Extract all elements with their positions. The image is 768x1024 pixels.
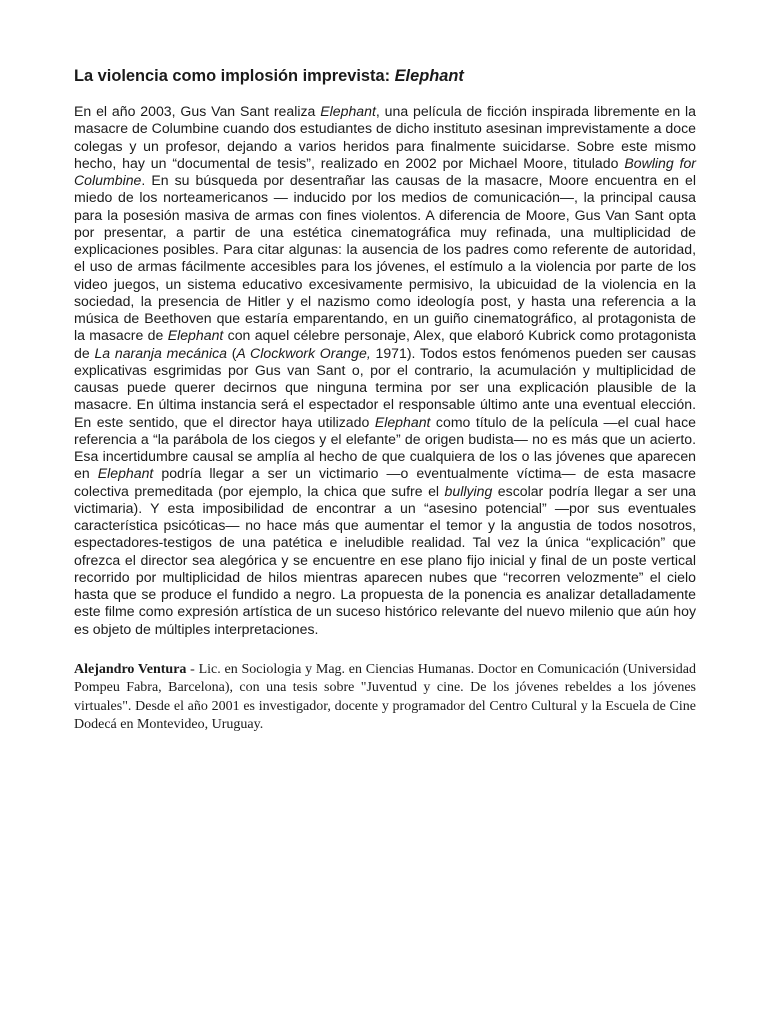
title-prefix: La violencia como implosión imprevista: xyxy=(74,67,395,85)
text-run: escolar podría llegar a ser una victimaria). Y esta imposibilidad de encontrar a un “asesino potencial” —por sus eventuales característica psicóticas— no hace más que aumentar el temor y la angustia de todos nosotros, espectadores-testigos de una patética e ineludible realidad. Tal vez la única “explicación” que ofrezca el director sea alegórica y se encuentre en ese plano fijo inicial y final de un poste vertical recorrido por multiplicidad de hilos mientras aparecen nubes que “recorren velozmente” el cielo hasta que se produce el fundido a negro. La propuesta de la ponencia es analizar detalladamente este filme como expresión artística de un suceso histórico relevante del nuevo milenio que aún hoy es objeto de múltiples interpretaciones. xyxy=(74,482,697,637)
text-run: . En su búsqueda por desentrañar las causas de la masacre, Moore encuentra en el miedo de los norteamericanos — inducido por los medios de comunicación—, la principal causa para la posesión masiva de armas con fines violentos. A diferencia de Moore, Gus Van Sant opta por presentar, a partir de una estética cinematográfica muy refinada, una multiplicidad de explicaciones posibles. Para citar algunas: la ausencia de los padres como referente de autoridad, el uso de armas fácilmente accesibles para los jóvenes, el estímulo a la violencia por parte de los video juegos, un sistema educativo excesivamente permisivo, la ubicuidad de la violencia en la sociedad, la presencia de Hitler y el nazismo como ideología post, y hasta una referencia a la música de Beethoven que estaría emparentando, en un guiño cinematográfico, al protagonista de la masacre de xyxy=(74,172,696,344)
author-bio xyxy=(74,661,696,735)
author-bio-text: - Lic. en Sociologia y Mag. en Ciencias Humanas. Doctor en Comunicación (Universidad Pompeu Fabra, Barcelona), con una tesis sobre "Juventud y cine. De los jóvenes rebeldes a los jóvenes virtuales". Desde el año 2001 es investigador, docente y programador del Centro Cultural y la Escuela de Cine Dodecá en Montevideo, Uruguay. xyxy=(74,661,696,733)
text-run: 1971). Todos estos fenómenos pueden ser causas explicativas esgrimidas por Gus van Sant o, por el contrario, la acumulación y multiplicidad de causas puede querer decirnos que ninguna termina por ser una explicación plausible de la masacre. En última instancia será el espectador el responsable último ante una eventual elección. En este sentido, que el director haya utilizado xyxy=(74,344,697,430)
text-run: En el año 2003, Gus Van Sant realiza xyxy=(74,103,321,119)
text-run: como título de la película —el cual hace referencia a “la parábola de los ciegos y el elefante” de origen budista— no es más que un acierto. Esa incertidumbre causal se amplía al hecho de que cualquiera de los o las jóvenes que aparecen en xyxy=(74,413,696,482)
italic-title-run: Elephant xyxy=(167,327,224,344)
italic-title-run: Bowling for Columbine xyxy=(74,154,697,188)
document-page xyxy=(74,66,696,735)
text-run: podría llegar a ser un victimario —o eventualmente víctima— de esta masacre colectiva premeditada (por ejemplo, la chica que sufre el xyxy=(74,465,696,499)
author-name: Alejandro Ventura xyxy=(74,661,187,677)
italic-title-run: Elephant xyxy=(97,465,154,482)
italic-title-run: Elephant xyxy=(320,103,376,119)
title-film-name: Elephant xyxy=(394,67,464,85)
italic-title-run: La naranja mecánica xyxy=(94,344,227,361)
italic-title-run: A Clockwork Orange, xyxy=(236,344,371,361)
italic-title-run: bullying xyxy=(444,482,493,499)
text-run: con aquel célebre personaje, Alex, que elaboró Kubrick como protagonista de xyxy=(74,327,696,361)
abstract-paragraph xyxy=(74,103,696,638)
document-title xyxy=(74,66,696,86)
text-run: , una película de ficción inspirada libremente en la masacre de Columbine cuando dos estudiantes de dicho instituto asesinan imprevistamente a doce colegas y un profesor, dejando a varios heridos para finalmente suicidarse. Sobre este mismo hecho, hay un “documental de tesis”, realizado en 2002 por Michael Moore, titulado xyxy=(74,103,696,171)
text-run: ( xyxy=(226,344,237,361)
italic-title-run: Elephant xyxy=(374,413,431,430)
